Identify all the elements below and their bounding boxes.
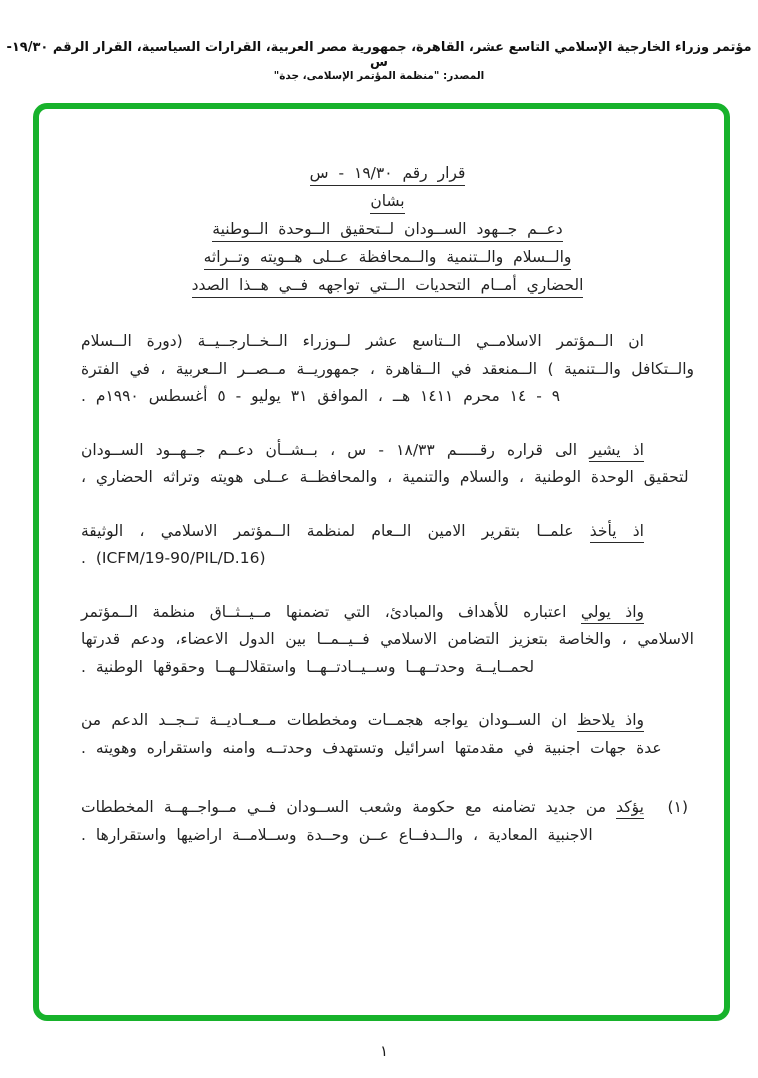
paragraph-lead: اذ يشير xyxy=(589,441,644,462)
title-subject-line-2 xyxy=(81,245,694,270)
paragraph-text: ان الســودان يواجه هجمــات ومخططات مــعــاديــة تــجــد الدعم من عدة جهات اجنبية في مقدمتها اسرائيل وتستهدف وحدتــه وامنه واستقراره وهويته . xyxy=(81,711,662,757)
citation-header: مؤتمر وزراء الخارجية الإسلامي التاسع عشر، القاهرة، جمهورية مصر العربية، القرارات السياسية، القرار الرقم ١٩/٣٠-س xyxy=(6,40,752,70)
clause-lead: يؤكد xyxy=(616,798,644,819)
scanned-document-page xyxy=(39,109,724,849)
preamble-paragraph-1 xyxy=(81,328,694,411)
preamble-paragraph-5 xyxy=(81,707,694,762)
paragraph-text: ان الــمؤتمر الاسلامــي الــتاسع عشر لــوزراء الــخــارجــيــة (دورة الــسلام والــتكافل والــتنمية ) الــمنعقد في الــقاهرة ، جمهوريــة مــصــر الــعربية ، في الفترة ٩ - ١٤ محرم ١٤١١ هــ ، الموافق ٣١ يوليو - ٥ أغسطس ١٩٩٠م . xyxy=(81,332,694,405)
paragraph-text: علمــا بتقرير الامين الــعام لمنظمة الــمؤتمر الاسلامي ، الوثيقة (ICFM/19-90/PIL/D.16) . xyxy=(81,521,590,567)
preamble-paragraph-2 xyxy=(81,437,694,492)
title-subject-line-3 xyxy=(81,273,694,298)
title-regarding-line xyxy=(81,189,694,214)
page-number: ١ xyxy=(379,1042,389,1060)
title-subject-text-3: الحضاري أمــام التحديات الــتي تواجهه فــي هــذا الصدد xyxy=(192,276,584,298)
scanned-document-frame xyxy=(33,103,730,1021)
resolution-number-line xyxy=(81,161,694,186)
clause-text: من جديد تضامنه مع حكومة وشعب الســودان فــي مــواجــهــة المخططات الاجنبية المعادية ، والــدفــاع عــن وحــدة وســلامــة اراضيها واستقرارها . xyxy=(81,798,617,844)
title-subject-line-1 xyxy=(81,217,694,242)
paragraph-text: الى قراره رقـــــم ١٨/٣٣ - س ، بــشــأن دعــم جــهــود الســودان لتحقيق الوحدة الوطنية ، والسلام والتنمية ، والمحافظــة عــلى هويته وتراثه الحضاري ، xyxy=(81,440,689,486)
paragraph-text: اعتباره للأهداف والمبادئ، التي تضمنها مــيــثــاق منظمة الــمؤتمر الاسلامي ، والخاصة بتعزيز التضامن الاسلامي فــيــمــا بين الدول الاعضاء، ودعم قدرتها لحمــايــة وحدتــهــا وســيــادتــهــا واستقلالــهــا وحقوقها الوطنية . xyxy=(81,602,694,676)
paragraph-lead: اذ يأخذ xyxy=(590,522,644,543)
preamble-paragraph-3 xyxy=(81,518,694,573)
paragraph-lead: واذ يولي xyxy=(581,603,644,624)
clause-number-marker: (١) xyxy=(667,798,688,816)
source-line: المصدر: "منظمة المؤتمر الإسلامى، جدة" xyxy=(273,70,485,82)
title-subject-text-1: دعــم جــهود الســودان لــتحقيق الــوحدة الــوطنية xyxy=(212,220,562,242)
preamble-paragraph-4 xyxy=(81,599,694,682)
title-regarding-text: بشان xyxy=(370,192,404,214)
operative-clause-1 xyxy=(81,794,694,849)
resolution-number-text: قرار رقم ١٩/٣٠ - س xyxy=(310,164,466,186)
clause-paragraph xyxy=(81,794,644,849)
title-subject-text-2: والــسلام والــتنمية والــمحافظة عــلى هــويته وتــراثه xyxy=(204,248,572,270)
resolution-title-block xyxy=(81,161,694,298)
paragraph-lead: واذ يلاحظ xyxy=(577,711,644,732)
